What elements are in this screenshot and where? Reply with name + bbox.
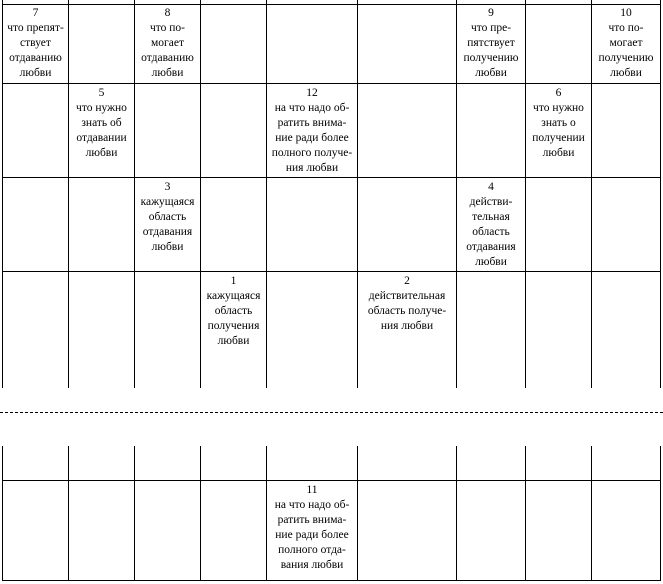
cell-label-line: знать о xyxy=(541,117,576,129)
cell-label-line: вания любви xyxy=(280,559,344,571)
cell-label-line: что по- xyxy=(608,22,644,34)
cell-number: 7 xyxy=(32,7,39,19)
cell-label-line: любви xyxy=(85,147,118,159)
cell-label-line: ние ради более xyxy=(275,132,349,144)
v-line xyxy=(660,0,661,388)
cell-label-line: на что надо об- xyxy=(274,499,350,511)
cell-5 xyxy=(69,86,134,161)
cell-label-line: полного получе- xyxy=(271,147,353,159)
cell-label-line: пятствует xyxy=(467,37,515,49)
cell-label-line: получению xyxy=(598,52,654,64)
cell-label-line: любви xyxy=(217,335,250,347)
v-line xyxy=(660,446,661,581)
cell-number: 5 xyxy=(98,87,105,99)
v-line xyxy=(200,446,201,581)
cell-8 xyxy=(135,6,200,81)
h-line xyxy=(2,83,661,84)
cell-3 xyxy=(135,180,200,255)
cell-6 xyxy=(526,86,591,161)
v-line xyxy=(68,446,69,581)
cell-label-line: любви xyxy=(610,67,642,79)
cell-label-line: ствует xyxy=(20,37,51,49)
cell-label-line: ния любви xyxy=(285,162,339,174)
cell-label-line: отдавании xyxy=(76,132,127,144)
h-line xyxy=(2,4,661,5)
cell-label-line: знать об xyxy=(81,117,122,129)
cell-11 xyxy=(267,483,357,573)
cell-label-line: отдаванию xyxy=(141,52,194,64)
cell-2 xyxy=(358,274,456,334)
cell-label-line: что нужно xyxy=(533,102,584,114)
cell-label-line: что по- xyxy=(149,22,186,34)
cell-label-line: любви xyxy=(542,147,575,159)
cell-number: 8 xyxy=(164,7,171,19)
cell-4 xyxy=(457,180,525,270)
v-line xyxy=(525,0,526,388)
cut-line xyxy=(0,412,663,413)
cell-label-line: ния любви xyxy=(380,320,434,332)
cell-label-line: любви xyxy=(19,67,52,79)
v-line xyxy=(266,0,267,388)
cell-label-line: действительная xyxy=(368,290,446,302)
v-line xyxy=(591,446,592,581)
cell-label-line: область xyxy=(472,226,510,238)
cell-label-line: могает xyxy=(609,37,643,49)
cell-label-line: отдавания xyxy=(466,241,516,253)
cell-number: 10 xyxy=(620,7,632,19)
cell-label-line: область xyxy=(148,211,187,223)
cell-number: 11 xyxy=(306,484,318,496)
cell-10 xyxy=(592,6,660,81)
cell-number: 4 xyxy=(488,181,494,193)
cell-12 xyxy=(267,86,357,176)
cell-label-line: любви xyxy=(475,67,507,79)
v-line xyxy=(456,446,457,581)
cell-label-line: что пре- xyxy=(470,22,512,34)
cell-label-line: что препят- xyxy=(7,22,64,34)
cell-number: 12 xyxy=(306,87,318,99)
cell-number: 9 xyxy=(488,7,494,19)
cell-label-line: отдаванию xyxy=(9,52,62,64)
h-line xyxy=(2,177,661,178)
v-line xyxy=(134,446,135,581)
v-line xyxy=(357,446,358,581)
cell-number: 2 xyxy=(404,275,410,287)
cell-number: 1 xyxy=(230,275,237,287)
cell-label-line: кажущаяся xyxy=(206,290,261,302)
cell-label-line: на что надо об- xyxy=(274,102,350,114)
v-line xyxy=(2,446,3,581)
cell-label-line: получения xyxy=(207,320,260,332)
v-line xyxy=(68,0,69,388)
h-line xyxy=(2,480,661,481)
cell-label-line: любви xyxy=(151,67,184,79)
cell-label-line: отдавания xyxy=(142,226,193,238)
cell-label-line: действи- xyxy=(469,196,513,208)
cell-1 xyxy=(201,274,266,349)
cell-label-line: что нужно xyxy=(76,102,127,114)
h-line xyxy=(2,271,661,272)
cell-label-line: получении xyxy=(532,132,585,144)
cell-label-line: любви xyxy=(475,256,507,268)
cell-label-line: тельная xyxy=(472,211,510,223)
v-line xyxy=(525,446,526,581)
cell-label-line: получению xyxy=(463,52,519,64)
cell-label-line: любви xyxy=(151,241,184,253)
cell-label-line: ние ради более xyxy=(275,529,349,541)
cell-number: 6 xyxy=(555,87,562,99)
cell-label-line: область xyxy=(214,305,253,317)
cell-label-line: ратить внима- xyxy=(277,117,347,129)
h-line xyxy=(2,580,661,581)
cell-label-line: кажущаяся xyxy=(140,196,195,208)
cell-7 xyxy=(3,6,68,81)
cell-label-line: область получе- xyxy=(367,305,447,317)
cell-label-line: могает xyxy=(151,37,184,49)
cell-number: 3 xyxy=(164,181,171,193)
cell-9 xyxy=(457,6,525,81)
cell-label-line: ратить внима- xyxy=(277,514,347,526)
cell-label-line: полного отда- xyxy=(278,544,346,556)
